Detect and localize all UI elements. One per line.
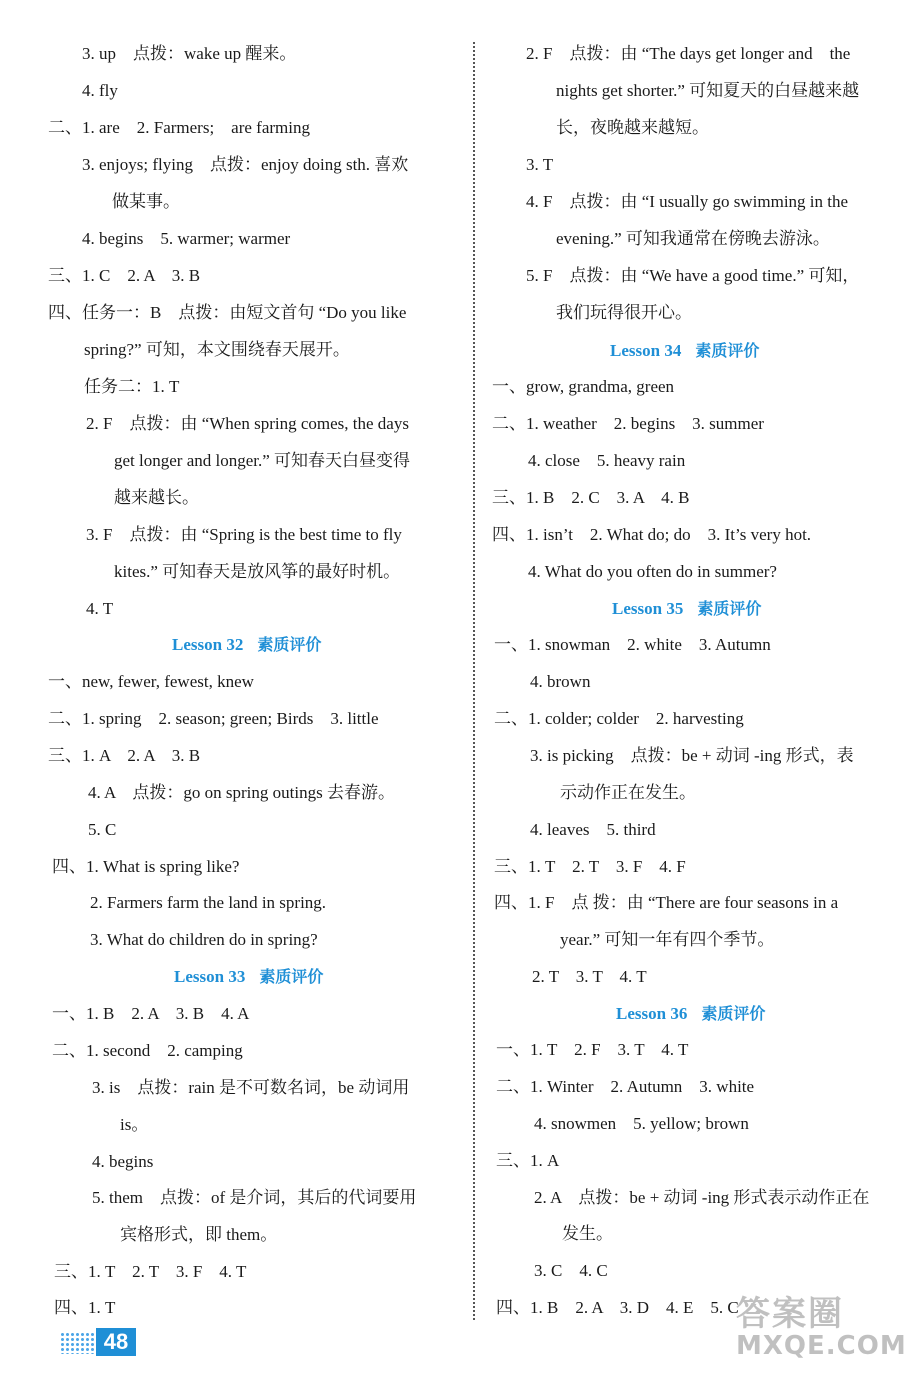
answer-line: 三、1. A: [496, 1151, 560, 1170]
answer-line: 4. snowmen 5. yellow; brown: [534, 1114, 749, 1133]
answer-line: 宾格形式，即 them。: [120, 1225, 278, 1244]
lesson-heading: [612, 596, 761, 619]
lesson-heading: [174, 964, 323, 987]
answer-line: 3. C 4. C: [534, 1261, 608, 1280]
answer-line: 3. What do children do in spring?: [90, 930, 318, 949]
answer-line: 二、1. are 2. Farmers; are farming: [48, 118, 310, 137]
answer-line: 二、1. weather 2. begins 3. summer: [492, 414, 764, 433]
answer-line: 5. F 点拨：由 “We have a good time.” 可知，: [526, 266, 860, 285]
lesson-heading: [610, 338, 759, 361]
answer-line: 一、1. snowman 2. white 3. Autumn: [494, 635, 771, 654]
column-divider: [473, 42, 475, 1320]
answer-line: 2. Farmers farm the land in spring.: [90, 893, 327, 912]
answer-line: 2. T 3. T 4. T: [532, 967, 647, 986]
answer-line: is。: [120, 1115, 149, 1134]
lesson-title: Lesson 34: [610, 341, 682, 360]
lesson-title: Lesson 36: [616, 1004, 688, 1023]
answer-line: 4. begins 5. warmer; warmer: [82, 229, 291, 248]
answer-line: 发生。: [562, 1224, 613, 1243]
lesson-title: Lesson 33: [174, 967, 246, 986]
answer-line: 3. T: [526, 155, 554, 174]
answer-line: 3. F 点拨：由 “Spring is the best time to fly: [86, 525, 402, 544]
answer-line: get longer and longer.” 可知春天白昼变得: [114, 451, 411, 470]
lesson-heading: [616, 1001, 765, 1024]
lesson-subtitle: 素质评价: [257, 635, 322, 654]
lesson-subtitle: 素质评价: [697, 599, 762, 618]
answer-line: kites.” 可知春天是放风筝的最好时机。: [114, 562, 401, 581]
answer-line: 四、任务一：B 点拨：由短文首句 “Do you like: [48, 303, 407, 322]
answer-line: 二、1. Winter 2. Autumn 3. white: [496, 1077, 755, 1096]
lesson-title: Lesson 32: [172, 635, 244, 654]
answer-line: 2. F 点拨：由 “The days get longer and the: [526, 44, 851, 63]
answer-line: year.” 可知一年有四个季节。: [560, 930, 775, 949]
answer-line: 4. A 点拨：go on spring outings 去春游。: [88, 783, 395, 802]
answer-line: spring?” 可知，本文围绕春天展开。: [84, 340, 350, 359]
page-number-badge: [60, 1326, 138, 1358]
answer-line: 3. up 点拨：wake up 醒来。: [82, 44, 297, 63]
answer-line: 做某事。: [112, 192, 180, 211]
answer-line: 4. T: [86, 599, 114, 618]
answer-line: 四、1. What is spring like?: [52, 857, 240, 876]
answer-line: 任务二：1. T: [84, 377, 180, 396]
answer-line: 四、1. T: [54, 1298, 116, 1317]
answer-line: 四、1. B 2. A 3. D 4. E 5. C: [496, 1298, 739, 1317]
page-number: 48: [96, 1328, 136, 1356]
answer-line: 三、1. B 2. C 3. A 4. B: [492, 488, 690, 507]
answer-line: 4. What do you often do in summer?: [528, 562, 777, 581]
answer-line: 5. C: [88, 820, 117, 839]
answer-line: 2. A 点拨：be + 动词 -ing 形式表示动作正在: [534, 1188, 870, 1207]
answer-line: 二、1. colder; colder 2. harvesting: [494, 709, 744, 728]
answer-line: 3. is picking 点拨：be + 动词 -ing 形式，表: [530, 746, 854, 765]
answer-line: 4. brown: [530, 672, 591, 691]
answer-line: 4. close 5. heavy rain: [528, 451, 686, 470]
lesson-heading: [172, 632, 321, 655]
answer-line: 一、new, fewer, fewest, knew: [48, 672, 254, 691]
answer-line: 四、1. isn’t 2. What do; do 3. It’s very hot.: [492, 525, 812, 544]
answer-line: 四、1. F 点 拨：由 “There are four seasons in a: [494, 893, 839, 912]
answer-line: 我们玩得很开心。: [556, 303, 692, 322]
answer-line: 一、grow, grandma, green: [492, 377, 675, 396]
answer-line: 4. leaves 5. third: [530, 820, 656, 839]
dot-pattern-icon: [60, 1332, 96, 1354]
answer-line: 一、1. B 2. A 3. B 4. A: [52, 1004, 250, 1023]
watermark: [736, 1286, 916, 1366]
answer-line: 越来越长。: [114, 488, 199, 507]
lesson-title: Lesson 35: [612, 599, 684, 618]
answer-line: 三、1. C 2. A 3. B: [48, 266, 201, 285]
answer-line: 二、1. second 2. camping: [52, 1041, 243, 1060]
answer-line: 4. begins: [92, 1152, 154, 1171]
answer-line: 5. them 点拨：of 是介词，其后的代词要用: [92, 1188, 417, 1207]
watermark-url: MXQE.COM: [736, 1331, 907, 1361]
answer-line: 一、1. T 2. F 3. T 4. T: [496, 1040, 689, 1059]
answer-line: 2. F 点拨：由 “When spring comes, the days: [86, 414, 409, 433]
answer-line: 3. is 点拨：rain 是不可数名词，be 动词用: [92, 1078, 410, 1097]
watermark-logo-text: 答案圈: [736, 1294, 844, 1334]
answer-line: 三、1. A 2. A 3. B: [48, 746, 201, 765]
answer-line: 4. fly: [82, 81, 118, 100]
answer-line: 4. F 点拨：由 “I usually go swimming in the: [526, 192, 849, 211]
answer-line: 三、1. T 2. T 3. F 4. T: [54, 1262, 247, 1281]
answer-line: evening.” 可知我通常在傍晚去游泳。: [556, 229, 830, 248]
lesson-subtitle: 素质评价: [701, 1004, 766, 1023]
lesson-subtitle: 素质评价: [695, 341, 760, 360]
answer-line: 三、1. T 2. T 3. F 4. F: [494, 857, 686, 876]
answer-line: nights get shorter.” 可知夏天的白昼越来越: [556, 81, 860, 100]
lesson-subtitle: 素质评价: [259, 967, 324, 986]
answer-line: 二、1. spring 2. season; green; Birds 3. little: [48, 709, 379, 728]
answer-line: 3. enjoys; flying 点拨：enjoy doing sth. 喜欢: [82, 155, 409, 174]
answer-line: 示动作正在发生。: [560, 783, 696, 802]
answer-line: 长，夜晚越来越短。: [556, 118, 709, 137]
